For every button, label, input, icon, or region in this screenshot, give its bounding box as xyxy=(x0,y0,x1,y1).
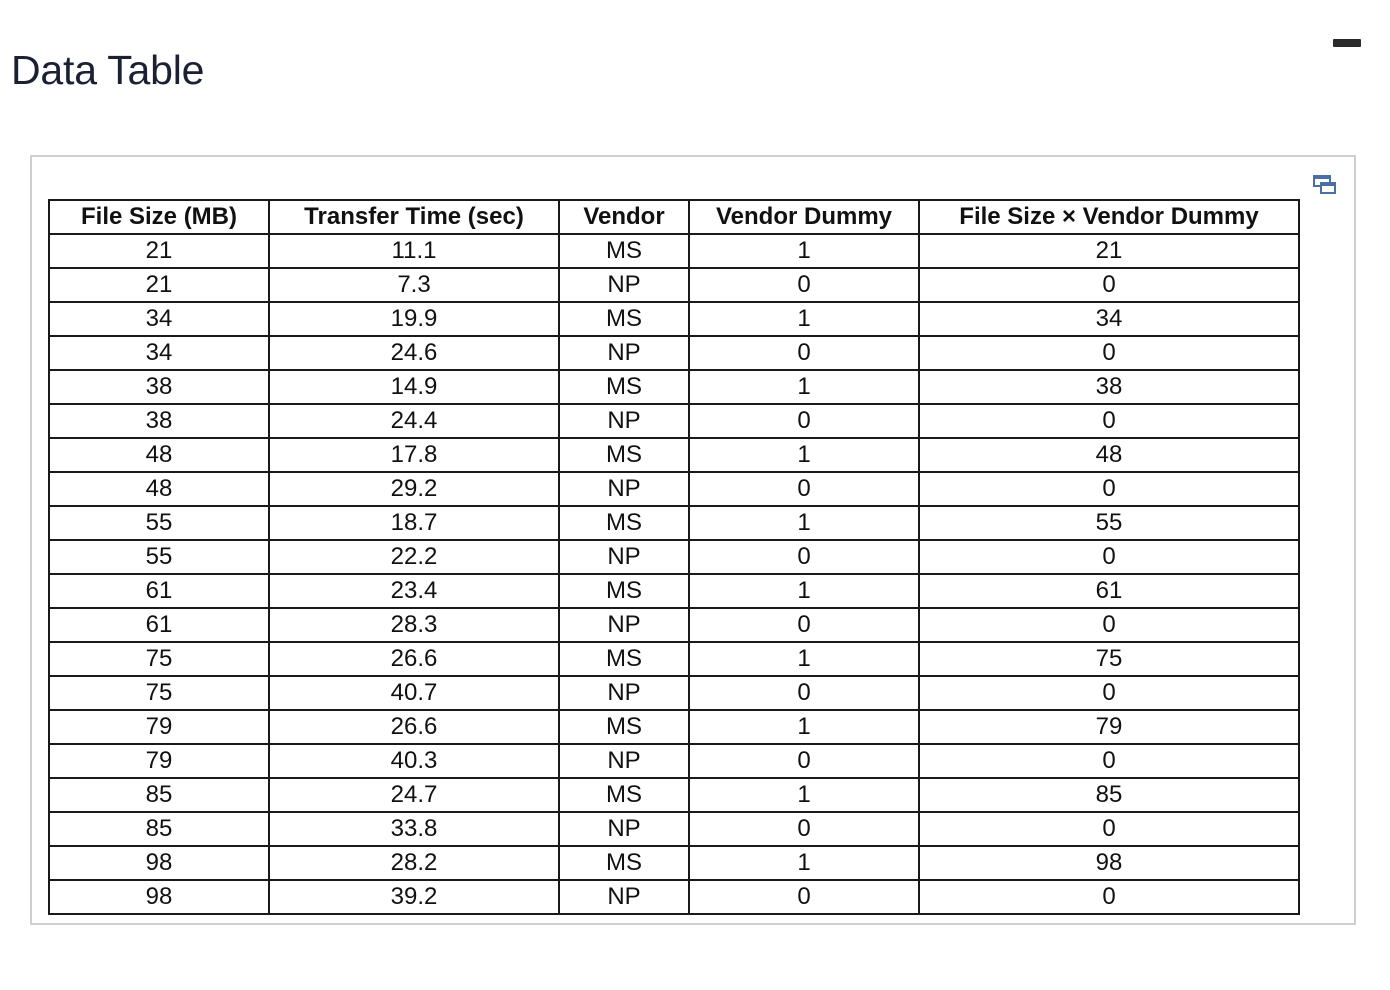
cell-vendor: NP xyxy=(559,336,689,370)
cell-vendor-dummy: 1 xyxy=(689,574,919,608)
cell-transfer-time: 17.8 xyxy=(269,438,559,472)
table-body xyxy=(49,234,1299,914)
cell-vendor-dummy: 0 xyxy=(689,404,919,438)
cell-vendor: NP xyxy=(559,608,689,642)
cell-file-size: 21 xyxy=(49,234,269,268)
cell-vendor: NP xyxy=(559,676,689,710)
minimize-icon[interactable] xyxy=(1333,39,1361,47)
table-row xyxy=(49,710,1299,744)
cell-vendor-dummy: 0 xyxy=(689,608,919,642)
cell-vendor: MS xyxy=(559,574,689,608)
cell-transfer-time: 24.4 xyxy=(269,404,559,438)
cell-vendor-dummy: 1 xyxy=(689,302,919,336)
cell-file-size: 38 xyxy=(49,404,269,438)
cell-file-size-x-vendor-dummy: 0 xyxy=(919,880,1299,914)
table-row xyxy=(49,812,1299,846)
cell-file-size: 48 xyxy=(49,438,269,472)
table-row xyxy=(49,234,1299,268)
cell-file-size: 85 xyxy=(49,778,269,812)
cell-vendor: MS xyxy=(559,370,689,404)
table-row xyxy=(49,574,1299,608)
cell-transfer-time: 40.7 xyxy=(269,676,559,710)
cell-vendor: MS xyxy=(559,846,689,880)
cell-transfer-time: 18.7 xyxy=(269,506,559,540)
cell-transfer-time: 7.3 xyxy=(269,268,559,302)
header-transfer-time: Transfer Time (sec) xyxy=(269,200,559,234)
data-table xyxy=(48,199,1300,915)
page-title: Data Table xyxy=(11,47,205,93)
cell-vendor-dummy: 0 xyxy=(689,880,919,914)
table-row xyxy=(49,336,1299,370)
cell-vendor: NP xyxy=(559,744,689,778)
cell-transfer-time: 26.6 xyxy=(269,710,559,744)
cell-file-size: 75 xyxy=(49,642,269,676)
cell-file-size-x-vendor-dummy: 0 xyxy=(919,472,1299,506)
popout-window-icon[interactable] xyxy=(1311,173,1339,197)
cell-file-size-x-vendor-dummy: 38 xyxy=(919,370,1299,404)
table-row xyxy=(49,778,1299,812)
cell-file-size: 55 xyxy=(49,506,269,540)
cell-file-size: 98 xyxy=(49,880,269,914)
cell-file-size: 34 xyxy=(49,336,269,370)
table-row xyxy=(49,540,1299,574)
cell-vendor-dummy: 0 xyxy=(689,268,919,302)
cell-file-size-x-vendor-dummy: 61 xyxy=(919,574,1299,608)
table-row xyxy=(49,846,1299,880)
cell-vendor-dummy: 1 xyxy=(689,710,919,744)
table-header-row xyxy=(49,200,1299,234)
table-row xyxy=(49,642,1299,676)
header-vendor: Vendor xyxy=(559,200,689,234)
table-row xyxy=(49,404,1299,438)
cell-file-size: 21 xyxy=(49,268,269,302)
cell-transfer-time: 14.9 xyxy=(269,370,559,404)
cell-vendor-dummy: 1 xyxy=(689,234,919,268)
cell-vendor-dummy: 1 xyxy=(689,438,919,472)
table-row xyxy=(49,744,1299,778)
cell-transfer-time: 19.9 xyxy=(269,302,559,336)
cell-vendor: NP xyxy=(559,268,689,302)
cell-transfer-time: 24.7 xyxy=(269,778,559,812)
table-row xyxy=(49,880,1299,914)
cell-file-size: 98 xyxy=(49,846,269,880)
cell-vendor-dummy: 1 xyxy=(689,370,919,404)
table-row xyxy=(49,506,1299,540)
cell-file-size: 75 xyxy=(49,676,269,710)
cell-file-size: 38 xyxy=(49,370,269,404)
cell-transfer-time: 22.2 xyxy=(269,540,559,574)
cell-vendor: MS xyxy=(559,234,689,268)
cell-vendor: MS xyxy=(559,778,689,812)
cell-file-size-x-vendor-dummy: 0 xyxy=(919,812,1299,846)
cell-transfer-time: 28.3 xyxy=(269,608,559,642)
cell-vendor-dummy: 1 xyxy=(689,778,919,812)
cell-file-size-x-vendor-dummy: 0 xyxy=(919,744,1299,778)
cell-transfer-time: 28.2 xyxy=(269,846,559,880)
cell-transfer-time: 39.2 xyxy=(269,880,559,914)
cell-file-size: 61 xyxy=(49,608,269,642)
cell-transfer-time: 23.4 xyxy=(269,574,559,608)
cell-transfer-time: 11.1 xyxy=(269,234,559,268)
cell-vendor: MS xyxy=(559,302,689,336)
cell-file-size-x-vendor-dummy: 55 xyxy=(919,506,1299,540)
header-file-size: File Size (MB) xyxy=(49,200,269,234)
cell-file-size-x-vendor-dummy: 0 xyxy=(919,404,1299,438)
cell-transfer-time: 29.2 xyxy=(269,472,559,506)
cell-file-size: 79 xyxy=(49,744,269,778)
cell-vendor-dummy: 1 xyxy=(689,846,919,880)
cell-vendor: MS xyxy=(559,642,689,676)
cell-file-size-x-vendor-dummy: 0 xyxy=(919,608,1299,642)
cell-file-size-x-vendor-dummy: 0 xyxy=(919,676,1299,710)
cell-file-size-x-vendor-dummy: 85 xyxy=(919,778,1299,812)
cell-vendor: NP xyxy=(559,404,689,438)
cell-vendor-dummy: 0 xyxy=(689,540,919,574)
cell-vendor: NP xyxy=(559,472,689,506)
cell-vendor-dummy: 0 xyxy=(689,336,919,370)
cell-vendor: MS xyxy=(559,710,689,744)
cell-vendor: MS xyxy=(559,506,689,540)
cell-vendor: NP xyxy=(559,880,689,914)
cell-vendor-dummy: 0 xyxy=(689,472,919,506)
cell-file-size: 85 xyxy=(49,812,269,846)
cell-vendor-dummy: 1 xyxy=(689,642,919,676)
cell-file-size-x-vendor-dummy: 79 xyxy=(919,710,1299,744)
cell-vendor-dummy: 0 xyxy=(689,744,919,778)
table-row xyxy=(49,438,1299,472)
table-row xyxy=(49,676,1299,710)
cell-file-size-x-vendor-dummy: 0 xyxy=(919,336,1299,370)
cell-vendor: MS xyxy=(559,438,689,472)
cell-vendor: NP xyxy=(559,812,689,846)
cell-file-size: 55 xyxy=(49,540,269,574)
table-row xyxy=(49,608,1299,642)
cell-file-size: 34 xyxy=(49,302,269,336)
cell-vendor-dummy: 0 xyxy=(689,812,919,846)
cell-vendor-dummy: 0 xyxy=(689,676,919,710)
cell-transfer-time: 24.6 xyxy=(269,336,559,370)
cell-file-size-x-vendor-dummy: 0 xyxy=(919,268,1299,302)
cell-file-size-x-vendor-dummy: 98 xyxy=(919,846,1299,880)
cell-file-size: 48 xyxy=(49,472,269,506)
cell-file-size: 79 xyxy=(49,710,269,744)
cell-transfer-time: 26.6 xyxy=(269,642,559,676)
header-file-size-x-vendor-dummy: File Size × Vendor Dummy xyxy=(919,200,1299,234)
cell-file-size-x-vendor-dummy: 34 xyxy=(919,302,1299,336)
table-row xyxy=(49,370,1299,404)
cell-transfer-time: 33.8 xyxy=(269,812,559,846)
cell-vendor: NP xyxy=(559,540,689,574)
header-vendor-dummy: Vendor Dummy xyxy=(689,200,919,234)
table-row xyxy=(49,302,1299,336)
cell-file-size-x-vendor-dummy: 0 xyxy=(919,540,1299,574)
cell-file-size-x-vendor-dummy: 21 xyxy=(919,234,1299,268)
cell-file-size-x-vendor-dummy: 75 xyxy=(919,642,1299,676)
cell-vendor-dummy: 1 xyxy=(689,506,919,540)
cell-file-size-x-vendor-dummy: 48 xyxy=(919,438,1299,472)
cell-file-size: 61 xyxy=(49,574,269,608)
table-row xyxy=(49,472,1299,506)
cell-transfer-time: 40.3 xyxy=(269,744,559,778)
table-row xyxy=(49,268,1299,302)
